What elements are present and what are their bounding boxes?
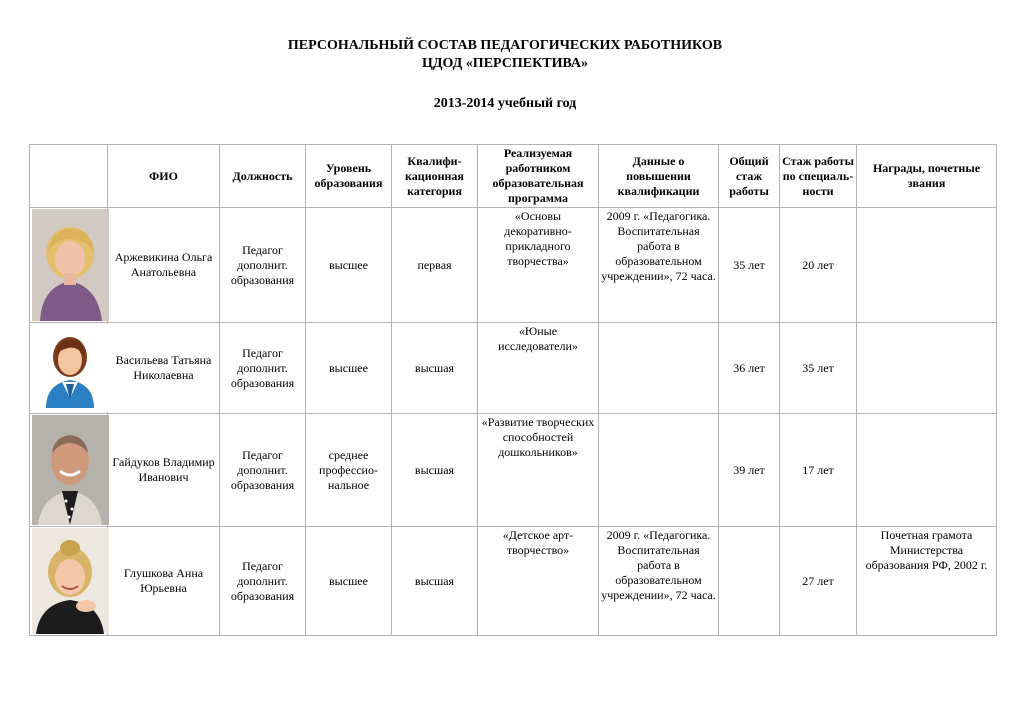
awards-cell — [857, 208, 997, 323]
awards-cell: Почетная грамота Министерства образования РФ, 2002 г. — [857, 527, 997, 636]
female-avatar-icon — [32, 324, 109, 412]
total-experience-cell: 35 лет — [719, 208, 780, 323]
table-row — [30, 414, 997, 527]
qualification-cell: 2009 г. «Педагогика. Воспитательная работа в образовательном учреждении», 72 часа. — [599, 527, 719, 636]
photo-cell — [30, 208, 108, 323]
program-cell: «Детское арт-творчество» — [478, 527, 599, 636]
column-header-specialty-experience: Стаж работы по специаль-ности — [780, 145, 857, 208]
column-header-program: Реализуемая работником образовательная программа — [478, 145, 599, 208]
title-line-1: ПЕРСОНАЛЬНЫЙ СОСТАВ ПЕДАГОГИЧЕСКИХ РАБОТНИКОВ — [287, 38, 723, 53]
awards-cell — [857, 323, 997, 414]
name-cell: Глушкова Анна Юрьевна — [108, 527, 220, 636]
table-row — [30, 323, 997, 414]
specialty-experience-cell: 17 лет — [780, 414, 857, 527]
column-header-qualification: Данные о повышении квалификации — [599, 145, 719, 208]
photo-woman-smiling — [32, 528, 109, 634]
column-header-name: ФИО — [108, 145, 220, 208]
column-header-category: Квалифи-кационная категория — [392, 145, 478, 208]
column-header-education: Уровень образования — [306, 145, 392, 208]
program-cell: «Основы декоративно-прикладного творчества» — [478, 208, 599, 323]
column-header-position: Должность — [220, 145, 306, 208]
column-header-photo — [30, 145, 108, 208]
education-cell: высшее — [306, 208, 392, 323]
title-line-2: ЦДОД «ПЕРСПЕКТИВА» — [421, 56, 589, 71]
column-header-total-experience: Общий стаж работы — [719, 145, 780, 208]
photo-man-scarf — [32, 415, 109, 525]
education-cell: высшее — [306, 527, 392, 636]
position-cell: Педагог дополнит. образования — [220, 208, 306, 323]
education-cell: среднее профессио-нальное — [306, 414, 392, 527]
total-experience-cell: 36 лет — [719, 323, 780, 414]
category-cell: первая — [392, 208, 478, 323]
name-cell: Гайдуков Владимир Иванович — [108, 414, 220, 527]
program-cell: «Юные исследователи» — [478, 323, 599, 414]
category-cell: высшая — [392, 323, 478, 414]
photo-cell — [30, 414, 108, 527]
photo-cell — [30, 527, 108, 636]
photo-cell — [30, 323, 108, 414]
table-row — [30, 208, 997, 323]
position-cell: Педагог дополнит. образования — [220, 414, 306, 527]
academic-year: 2013-2014 учебный год — [433, 96, 577, 111]
qualification-cell: 2009 г. «Педагогика. Воспитательная работа в образовательном учреждении», 72 часа. — [599, 208, 719, 323]
table-header-row — [30, 145, 997, 208]
photo-woman-blonde — [32, 209, 109, 321]
awards-cell — [857, 414, 997, 527]
table-row — [30, 527, 997, 636]
name-cell: Васильева Татьяна Николаевна — [108, 323, 220, 414]
column-header-awards: Награды, почетные звания — [857, 145, 997, 208]
education-cell: высшее — [306, 323, 392, 414]
program-cell: «Развитие творческих способностей дошкольников» — [478, 414, 599, 527]
qualification-cell — [599, 323, 719, 414]
specialty-experience-cell: 20 лет — [780, 208, 857, 323]
specialty-experience-cell: 27 лет — [780, 527, 857, 636]
document-title — [0, 37, 1010, 73]
name-cell: Аржевикина Ольга Анатольевна — [108, 208, 220, 323]
category-cell: высшая — [392, 414, 478, 527]
staff-table — [29, 144, 997, 636]
qualification-cell — [599, 414, 719, 527]
specialty-experience-cell: 35 лет — [780, 323, 857, 414]
total-experience-cell: 39 лет — [719, 414, 780, 527]
position-cell: Педагог дополнит. образования — [220, 527, 306, 636]
total-experience-cell — [719, 527, 780, 636]
position-cell: Педагог дополнит. образования — [220, 323, 306, 414]
category-cell: высшая — [392, 527, 478, 636]
